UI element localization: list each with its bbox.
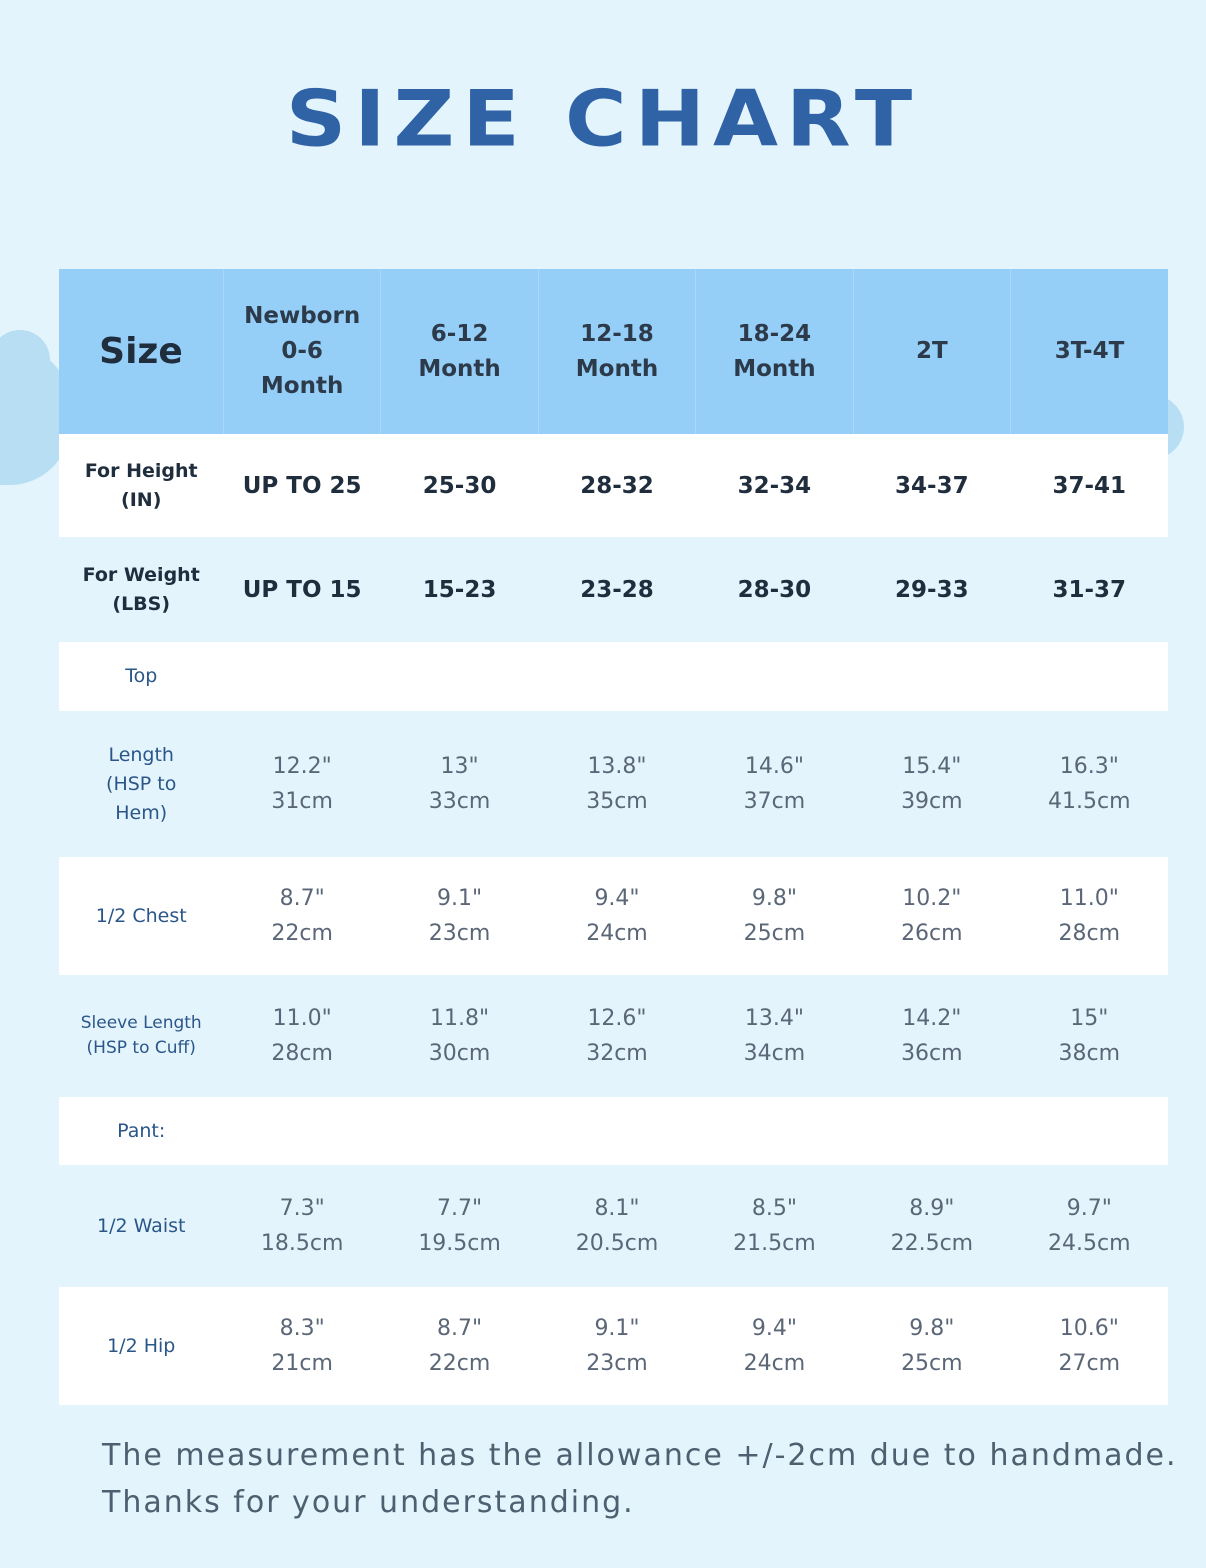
value-inch: 8.9": [909, 1196, 955, 1221]
value-cm: 39cm: [901, 789, 963, 814]
section-row-top: [59, 642, 1168, 711]
table-row-sleeve: [59, 975, 1168, 1097]
row-label-line: (IN): [121, 488, 162, 511]
value-cm: 18.5cm: [260, 1231, 344, 1256]
value-inch: 15.4": [902, 754, 962, 779]
value-inch: 11.0": [1059, 886, 1119, 911]
table-cell: 15-23: [381, 537, 538, 642]
table-cell: [1011, 1165, 1168, 1287]
size-col-line: 0-6: [281, 338, 323, 364]
section-row-pant: [59, 1097, 1168, 1165]
value-cm: 32cm: [586, 1041, 648, 1066]
value-inch: 9.1": [437, 886, 483, 911]
value-inch: 12.6": [587, 1006, 647, 1031]
row-label-line: (LBS): [112, 592, 171, 615]
table-row-height: [59, 434, 1168, 537]
row-label: 1/2 Hip: [59, 1287, 223, 1405]
value-cm: 22.5cm: [890, 1231, 974, 1256]
size-col-line: 18-24: [737, 320, 812, 347]
value-cm: 33cm: [428, 789, 491, 814]
size-col-line: Month: [575, 355, 659, 382]
size-col-line: Month: [418, 355, 501, 382]
value-cm: 41.5cm: [1048, 789, 1131, 814]
value-cm: 37cm: [743, 789, 806, 814]
table-cell: [853, 857, 1010, 975]
section-label-top: Top: [59, 642, 223, 711]
size-col-line: Month: [260, 373, 344, 399]
footnote-line: The measurement has the allowance +/-2cm due to handmade.: [102, 1438, 1178, 1473]
row-label-line: Sleeve Length: [80, 1013, 202, 1033]
size-header: Size: [59, 269, 223, 434]
table-cell: [1011, 975, 1168, 1097]
section-row-empty: [223, 1097, 1168, 1165]
value-inch: 15": [1070, 1006, 1109, 1031]
row-label: [59, 434, 223, 537]
size-col-header: [538, 269, 695, 434]
table-cell: [696, 1165, 853, 1287]
value-cm: 38cm: [1058, 1041, 1121, 1066]
value-cm: 36cm: [901, 1041, 963, 1066]
value-cm: 22cm: [271, 921, 333, 946]
row-label: 1/2 Chest: [59, 857, 223, 975]
value-inch: 7.3": [279, 1196, 325, 1221]
value-inch: 9.1": [594, 1316, 640, 1341]
table-cell: [381, 711, 538, 857]
value-cm: 22cm: [428, 1351, 491, 1376]
table-cell: [538, 975, 695, 1097]
value-inch: 10.2": [902, 886, 962, 911]
table-cell: [538, 857, 695, 975]
row-label: [59, 537, 223, 642]
size-chart-table-wrapper: [59, 269, 1168, 1405]
value-cm: 21cm: [271, 1351, 333, 1376]
row-label-line: For Weight: [82, 563, 200, 586]
table-cell: [223, 711, 380, 857]
row-label-line: (HSP to Cuff): [86, 1038, 196, 1058]
value-cm: 31cm: [271, 789, 333, 814]
page-title: SIZE CHART: [285, 73, 921, 165]
value-cm: 21.5cm: [733, 1231, 816, 1256]
header-row: [59, 269, 1168, 434]
row-label-line: For Height: [84, 459, 198, 482]
value-cm: 27cm: [1058, 1351, 1121, 1376]
value-cm: 24cm: [586, 921, 648, 946]
value-inch: 8.7": [437, 1316, 483, 1341]
table-cell: [381, 1287, 538, 1405]
value-inch: 13": [440, 754, 479, 779]
table-cell: [381, 857, 538, 975]
value-cm: 34cm: [743, 1041, 806, 1066]
size-col-line: Month: [733, 355, 816, 382]
table-cell: 29-33: [853, 537, 1010, 642]
table-cell: 23-28: [538, 537, 695, 642]
row-label-line: (HSP to: [106, 772, 177, 795]
value-cm: 20.5cm: [575, 1231, 659, 1256]
table-cell: [853, 711, 1010, 857]
table-cell: [853, 1165, 1010, 1287]
value-inch: 8.3": [279, 1316, 325, 1341]
value-inch: 9.4": [751, 1316, 797, 1341]
value-inch: 14.6": [744, 754, 804, 779]
size-col-line: Newborn: [244, 303, 361, 329]
table-cell: [696, 975, 853, 1097]
size-col-header: [853, 269, 1010, 434]
value-inch: 13.4": [744, 1006, 804, 1031]
value-cm: 25cm: [901, 1351, 963, 1376]
value-cm: 35cm: [586, 789, 648, 814]
value-cm: 28cm: [271, 1041, 333, 1066]
table-cell: 32-34: [696, 434, 853, 537]
table-cell: [381, 975, 538, 1097]
value-cm: 19.5cm: [418, 1231, 501, 1256]
table-cell: 28-30: [696, 537, 853, 642]
table-cell: UP TO 25: [223, 434, 380, 537]
section-row-empty: [223, 642, 1168, 711]
table-cell: 25-30: [381, 434, 538, 537]
size-chart-table: [59, 269, 1168, 1405]
table-row-waist: [59, 1165, 1168, 1287]
table-row-chest: [59, 857, 1168, 975]
value-inch: 9.8": [909, 1316, 955, 1341]
value-inch: 9.7": [1066, 1196, 1112, 1221]
size-col-line: 6-12: [430, 320, 489, 347]
table-cell: [538, 1287, 695, 1405]
table-cell: 34-37: [853, 434, 1010, 537]
value-inch: 8.5": [751, 1196, 797, 1221]
size-col-header: [1011, 269, 1168, 434]
size-col-line: 2T: [915, 338, 948, 364]
footnote: [102, 1432, 1178, 1526]
table-cell: [696, 711, 853, 857]
value-inch: 9.4": [594, 886, 640, 911]
value-inch: 12.2": [272, 754, 332, 779]
table-cell: 31-37: [1011, 537, 1168, 642]
value-inch: 8.7": [279, 886, 325, 911]
size-col-header: [696, 269, 853, 434]
value-inch: 8.1": [594, 1196, 640, 1221]
table-row-weight: [59, 537, 1168, 642]
value-inch: 11.0": [272, 1006, 332, 1031]
row-label-line: Hem): [115, 801, 168, 824]
size-col-line: 3T-4T: [1054, 338, 1125, 364]
row-label: 1/2 Waist: [59, 1165, 223, 1287]
value-cm: 28cm: [1058, 921, 1121, 946]
value-cm: 23cm: [586, 1351, 648, 1376]
value-cm: 24.5cm: [1048, 1231, 1131, 1256]
table-cell: 28-32: [538, 434, 695, 537]
table-cell: [696, 857, 853, 975]
table-cell: [223, 857, 380, 975]
table-cell: [853, 975, 1010, 1097]
row-label-line: Length: [108, 743, 174, 766]
value-inch: 7.7": [437, 1196, 483, 1221]
table-cell: [1011, 1287, 1168, 1405]
table-cell: [696, 1287, 853, 1405]
table-cell: [223, 975, 380, 1097]
value-cm: 24cm: [743, 1351, 806, 1376]
value-cm: 30cm: [428, 1041, 491, 1066]
value-cm: 23cm: [428, 921, 491, 946]
table-cell: [538, 1165, 695, 1287]
table-cell: [223, 1165, 380, 1287]
value-cm: 25cm: [743, 921, 806, 946]
value-inch: 9.8": [751, 886, 797, 911]
table-cell: [381, 1165, 538, 1287]
row-label: [59, 975, 223, 1097]
table-cell: UP TO 15: [223, 537, 380, 642]
size-col-line: 12-18: [580, 320, 654, 347]
section-label-pant: Pant:: [59, 1097, 223, 1165]
table-cell: [1011, 711, 1168, 857]
value-inch: 13.8": [587, 754, 647, 779]
table-cell: [1011, 857, 1168, 975]
table-row-length: [59, 711, 1168, 857]
table-cell: 37-41: [1011, 434, 1168, 537]
value-inch: 10.6": [1059, 1316, 1119, 1341]
row-label: [59, 711, 223, 857]
table-cell: [223, 1287, 380, 1405]
size-col-header: [381, 269, 538, 434]
value-inch: 16.3": [1059, 754, 1119, 779]
value-cm: 26cm: [901, 921, 963, 946]
table-row-hip: [59, 1287, 1168, 1405]
footnote-line: Thanks for your understanding.: [102, 1485, 635, 1520]
size-col-header: [223, 269, 380, 434]
table-cell: [853, 1287, 1010, 1405]
value-inch: 11.8": [430, 1006, 490, 1031]
value-inch: 14.2": [902, 1006, 962, 1031]
table-cell: [538, 711, 695, 857]
